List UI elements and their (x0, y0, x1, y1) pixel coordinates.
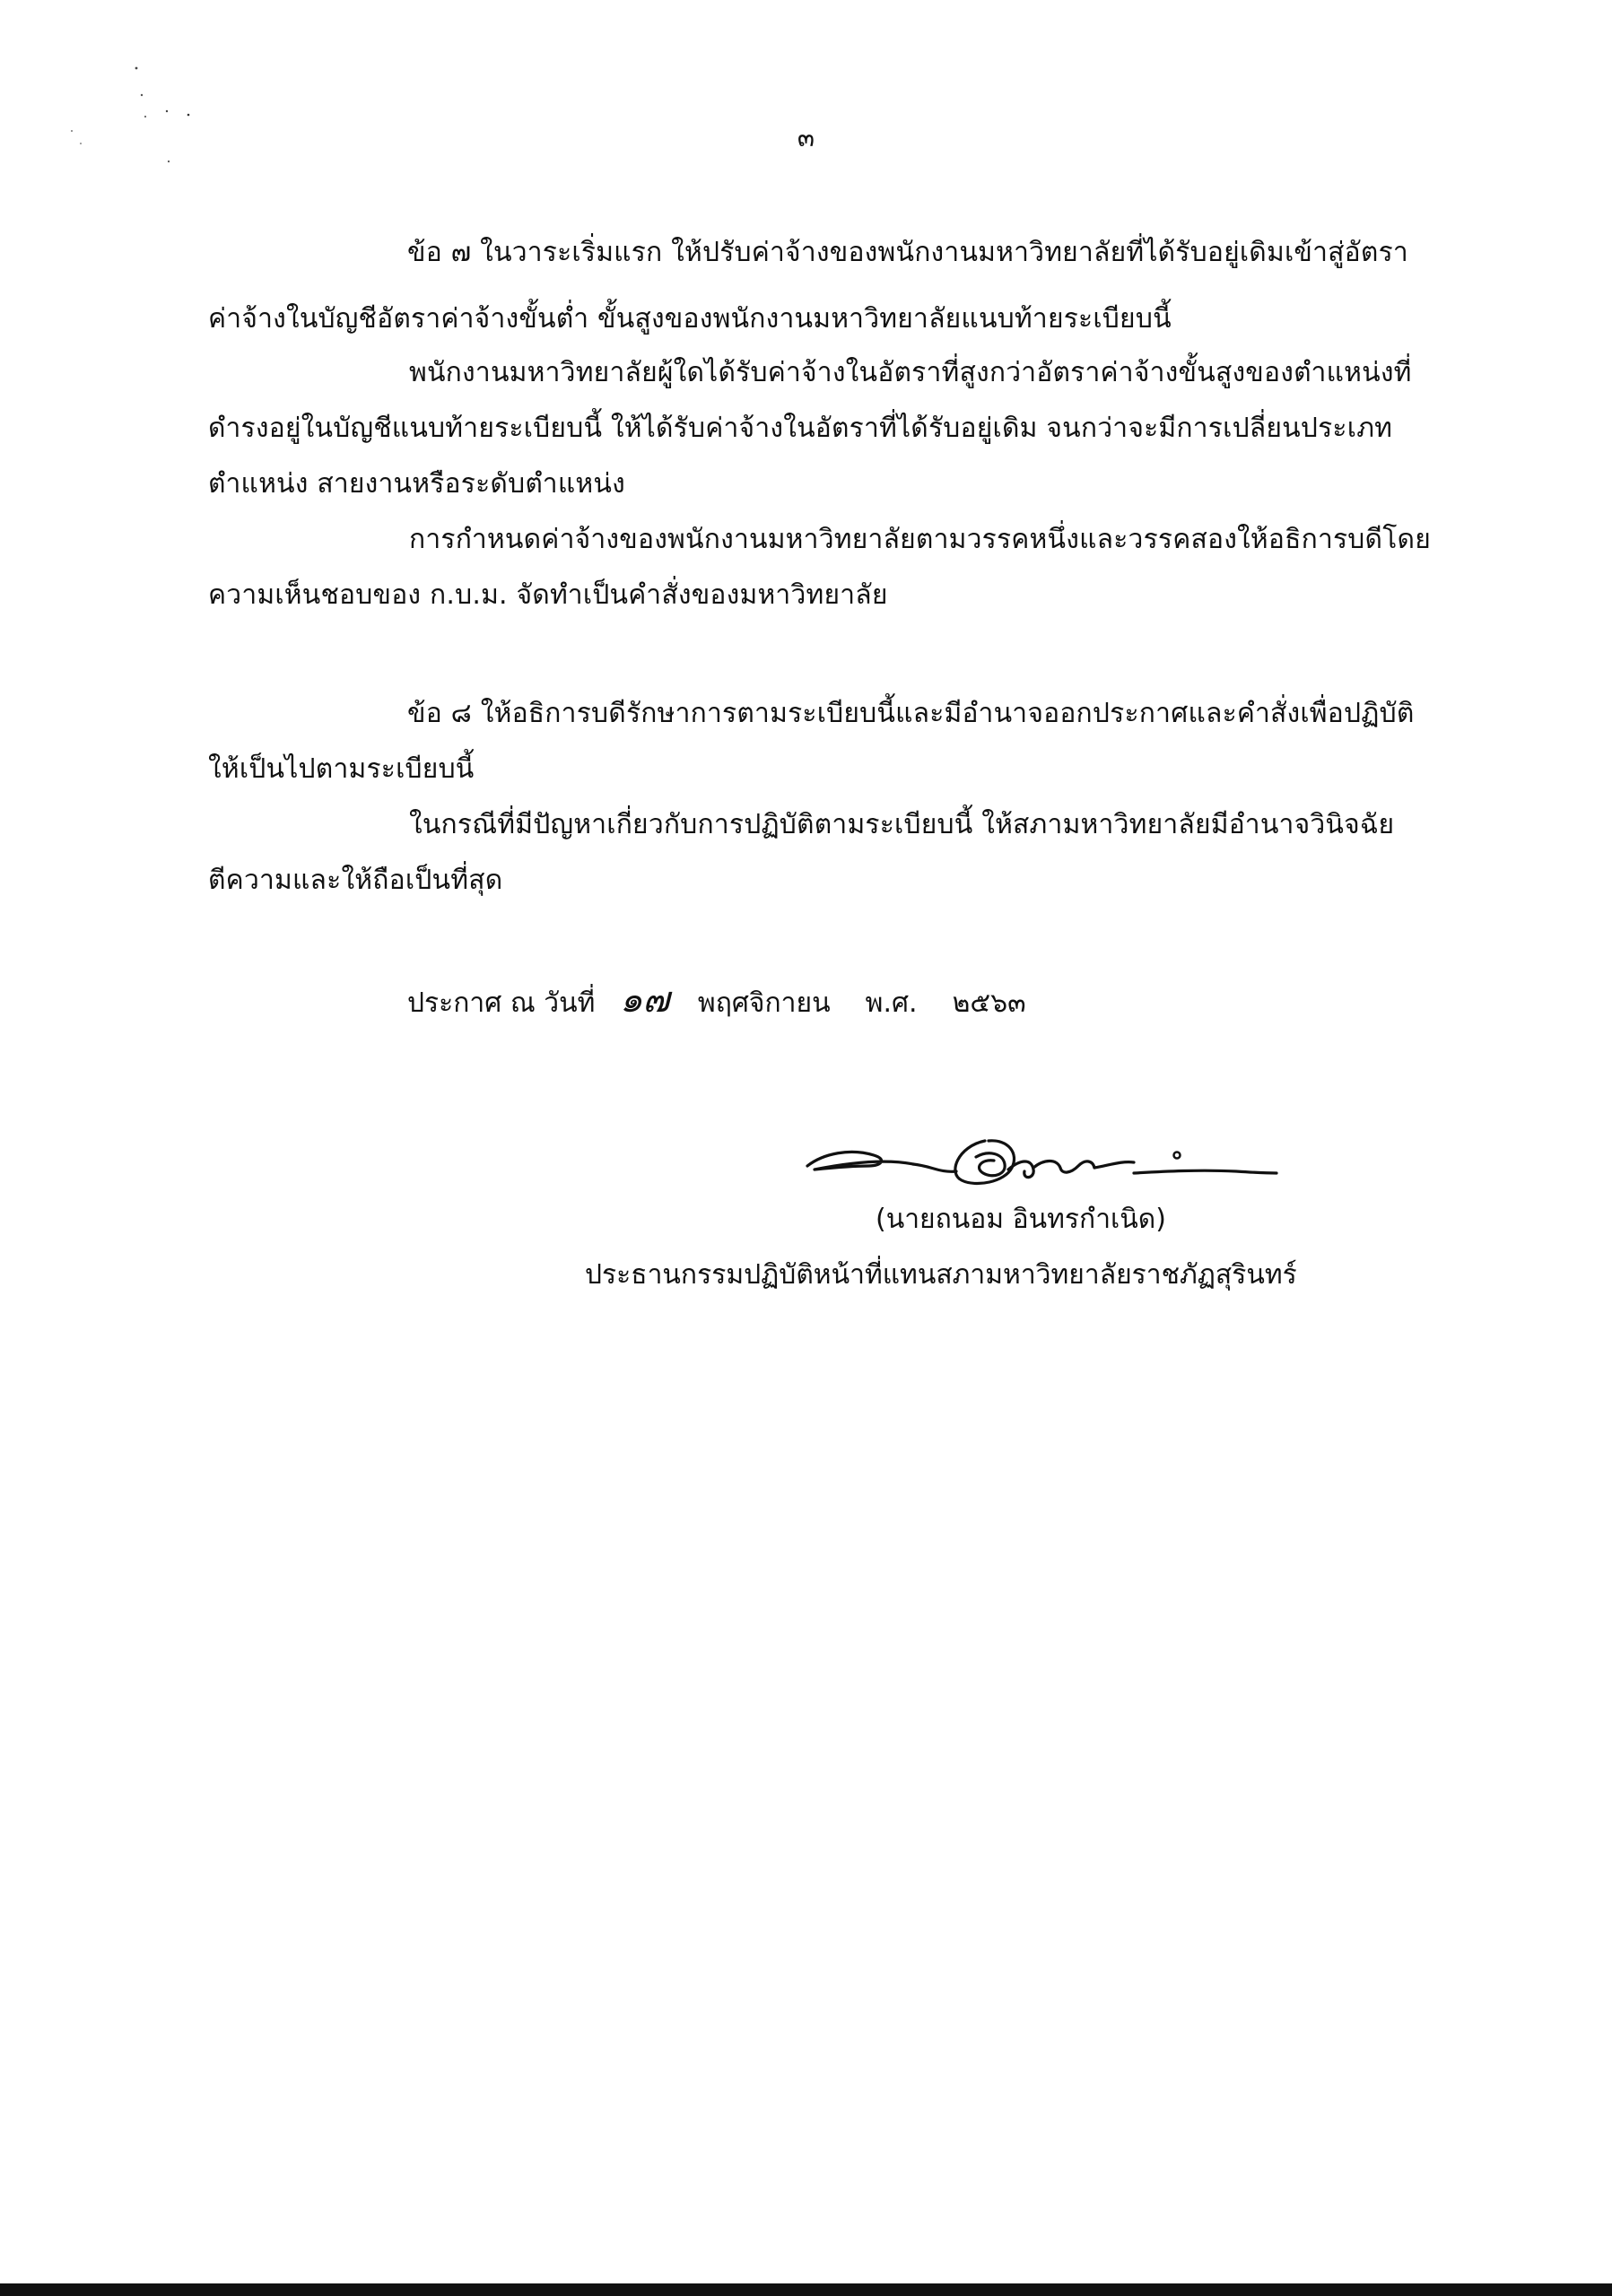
scan-edge-bar (0, 2283, 1612, 2296)
announcement-era: พ.ศ. (865, 987, 918, 1019)
clause-8-para-2-line-2: ตีความและให้ถือเป็นที่สุด (208, 865, 503, 896)
clause-7-para-2-line-3: ตำแหน่ง สายงานหรือระดับตำแหน่ง (208, 468, 625, 500)
clause-8-line-2: ให้เป็นไปตามระเบียบนี้ (208, 753, 475, 785)
clause-8-line-1: ข้อ ๘ ให้อธิการบดีรักษาการตามระเบียบนี้และมีอำนาจออกประกาศและคำสั่งเพื่อปฏิบัติ (407, 698, 1415, 729)
clause-7-para-2-line-2: ดำรงอยู่ในบัญชีแนบท้ายระเบียบนี้ ให้ได้รับค่าจ้างในอัตราที่ได้รับอยู่เดิม จนกว่าจะมีการเปลี่ยนประเภท (208, 413, 1393, 444)
clause-8-para-2-line-1: ในกรณีที่มีปัญหาเกี่ยวกับการปฏิบัติตามระเบียบนี้ ให้สภามหาวิทยาลัยมีอำนาจวินิจฉัย (409, 809, 1395, 840)
clause-7-para-2-line-1: พนักงานมหาวิทยาลัยผู้ใดได้รับค่าจ้างในอัตราที่สูงกว่าอัตราค่าจ้างขั้นสูงของตำแหน่งที่ (409, 357, 1412, 388)
clause-7-line-2: ค่าจ้างในบัญชีอัตราค่าจ้างขั้นต่ำ ขั้นสูงของพนักงานมหาวิทยาลัยแนบท้ายระเบียบนี้ (208, 303, 1172, 335)
clause-7-para-3-line-2: ความเห็นชอบของ ก.บ.ม. จัดทำเป็นคำสั่งของมหาวิทยาลัย (208, 579, 888, 611)
signer-name: (นายถนอม อินทรกำเนิด) (875, 1204, 1166, 1235)
announcement-month: พฤศจิกายน (697, 987, 831, 1019)
page-number: ๓ (797, 123, 815, 152)
announcement-year: ๒๕๖๓ (952, 987, 1026, 1019)
signer-title: ประธานกรรมปฏิบัติหน้าที่แทนสภามหาวิทยาลัยราชภัฏสุรินทร์ (585, 1259, 1297, 1291)
clause-7-para-3-line-1: การกำหนดค่าจ้างของพนักงานมหาวิทยาลัยตามวรรคหนึ่งและวรรคสองให้อธิการบดีโดย (409, 524, 1432, 555)
handwritten-signature (797, 1103, 1281, 1211)
clause-7-line-1: ข้อ ๗ ในวาระเริ่มแรก ให้ปรับค่าจ้างของพนักงานมหาวิทยาลัยที่ได้รับอยู่เดิมเข้าสู่อัตรา (407, 237, 1408, 268)
announcement-date (407, 970, 1026, 1028)
announcement-day: ๑๗ (619, 979, 670, 1021)
announcement-prefix: ประกาศ ณ วันที่ (407, 987, 596, 1019)
